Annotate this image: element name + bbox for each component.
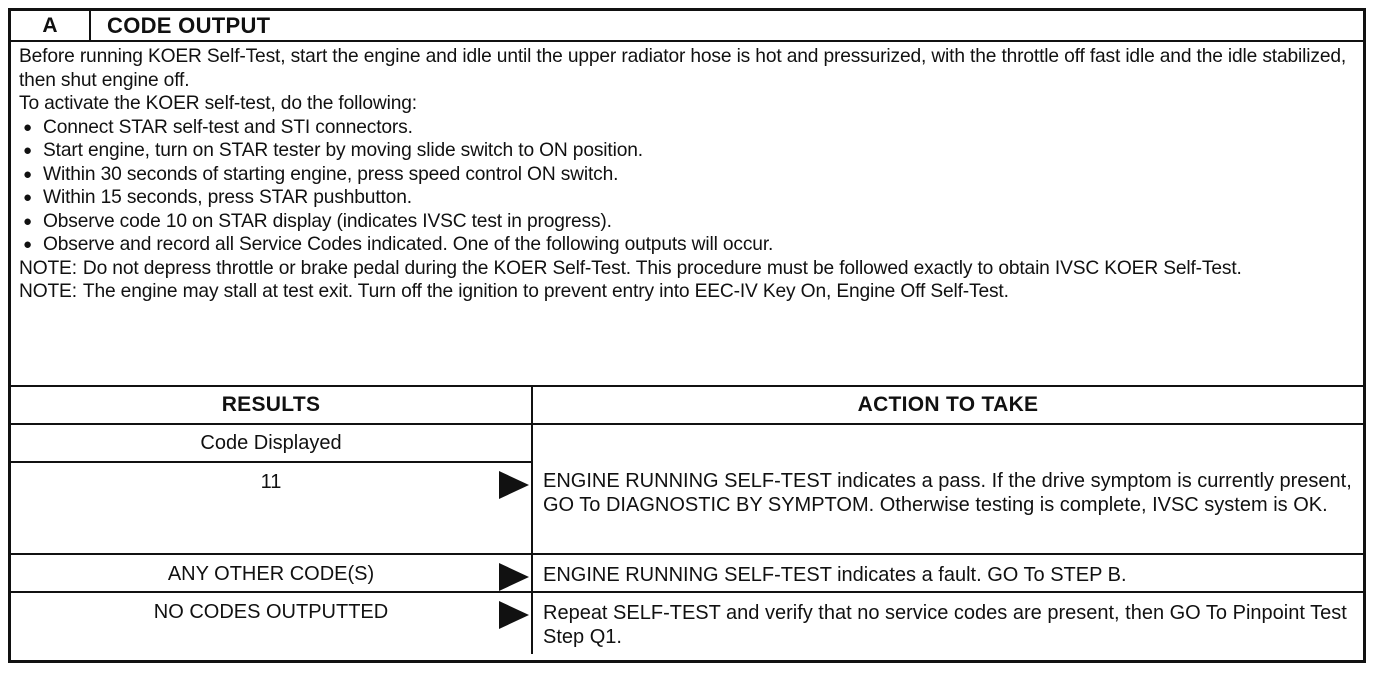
action-cell — [532, 554, 1363, 592]
note-text: The engine may stall at test exit. Turn off the ignition to prevent entry into EEC-IV Key On, Engine Off Self-Test. — [82, 281, 1009, 302]
results-table — [11, 387, 1363, 654]
activate-paragraph: To activate the KOER self-test, do the following: — [19, 93, 417, 114]
result-cell — [11, 554, 532, 592]
list-item — [19, 210, 1357, 234]
step-title: CODE OUTPUT — [107, 12, 271, 38]
action-text: ENGINE RUNNING SELF-TEST indicates a pass. If the drive symptom is currently present, GO To DIAGNOSTIC BY SYMPTOM. Otherwise testing is complete, IVSC system is OK. — [543, 470, 1352, 516]
code-displayed-subheader: Code Displayed — [11, 424, 532, 462]
note-text: Do not depress throttle or brake pedal during the KOER Self-Test. This procedure must be followed exactly to obtain IVSC KOER Self-Test. — [82, 257, 1242, 279]
bullet-dot-icon: ● — [23, 236, 32, 253]
step-letter: A — [11, 11, 91, 40]
result-text: NO CODES OUTPUTTED — [153, 601, 389, 623]
note-stall — [19, 280, 1357, 304]
intro-paragraph: Before running KOER Self-Test, start the engine and idle until the upper radiator hose is hot and pressurized, with the throttle off fast idle and the idle stabilized, then shut engine off. — [19, 46, 1347, 91]
result-text: 11 — [260, 471, 282, 493]
note-label: NOTE: — [19, 281, 77, 302]
list-item-text: Start engine, turn on STAR tester by moving slide switch to ON position. — [43, 140, 643, 161]
list-item-text: Observe and record all Service Codes indicated. One of the following outputs will occur. — [43, 234, 774, 255]
result-cell — [11, 592, 532, 654]
table-row — [11, 554, 1363, 592]
action-cell — [532, 424, 1363, 554]
table-subheader-row — [11, 424, 1363, 462]
instructions-block — [11, 42, 1363, 387]
list-item-text: Connect STAR self-test and STI connectors. — [43, 116, 413, 138]
action-column-header: ACTION TO TAKE — [532, 387, 1363, 424]
table-row — [11, 592, 1363, 654]
action-text: Repeat SELF-TEST and verify that no service codes are present, then GO To Pinpoint Test Step Q1. — [543, 602, 1347, 648]
list-item-text: Observe code 10 on STAR display (indicates IVSC test in progress). — [43, 210, 612, 232]
bullet-dot-icon: ● — [23, 165, 32, 183]
results-column-header: RESULTS — [11, 387, 532, 424]
list-item-text: Within 30 seconds of starting engine, press speed control ON switch. — [43, 163, 619, 185]
bullet-dot-icon: ● — [23, 212, 32, 230]
list-item-text: Within 15 seconds, press STAR pushbutton. — [43, 187, 412, 208]
list-item — [19, 163, 1357, 187]
result-text: ANY OTHER CODE(S) — [167, 563, 375, 585]
list-item — [19, 139, 1357, 163]
list-item — [19, 186, 1357, 210]
diagnostic-step-card — [8, 8, 1366, 663]
bullet-dot-icon: ● — [23, 118, 32, 136]
arrow-right-icon — [499, 471, 529, 499]
arrow-right-icon — [499, 563, 529, 591]
procedure-list — [19, 116, 1357, 257]
action-spacer — [543, 433, 1353, 469]
result-cell — [11, 462, 532, 554]
arrow-right-icon — [499, 601, 529, 629]
table-header-row — [11, 387, 1363, 424]
note-throttle — [19, 257, 1357, 281]
action-cell — [532, 592, 1363, 654]
bullet-dot-icon: ● — [23, 189, 32, 206]
list-item — [19, 233, 1357, 257]
list-item — [19, 116, 1357, 140]
step-header — [11, 11, 1363, 42]
note-label: NOTE: — [19, 257, 77, 279]
bullet-dot-icon: ● — [23, 142, 32, 159]
action-text: ENGINE RUNNING SELF-TEST indicates a fault. GO To STEP B. — [543, 564, 1127, 586]
